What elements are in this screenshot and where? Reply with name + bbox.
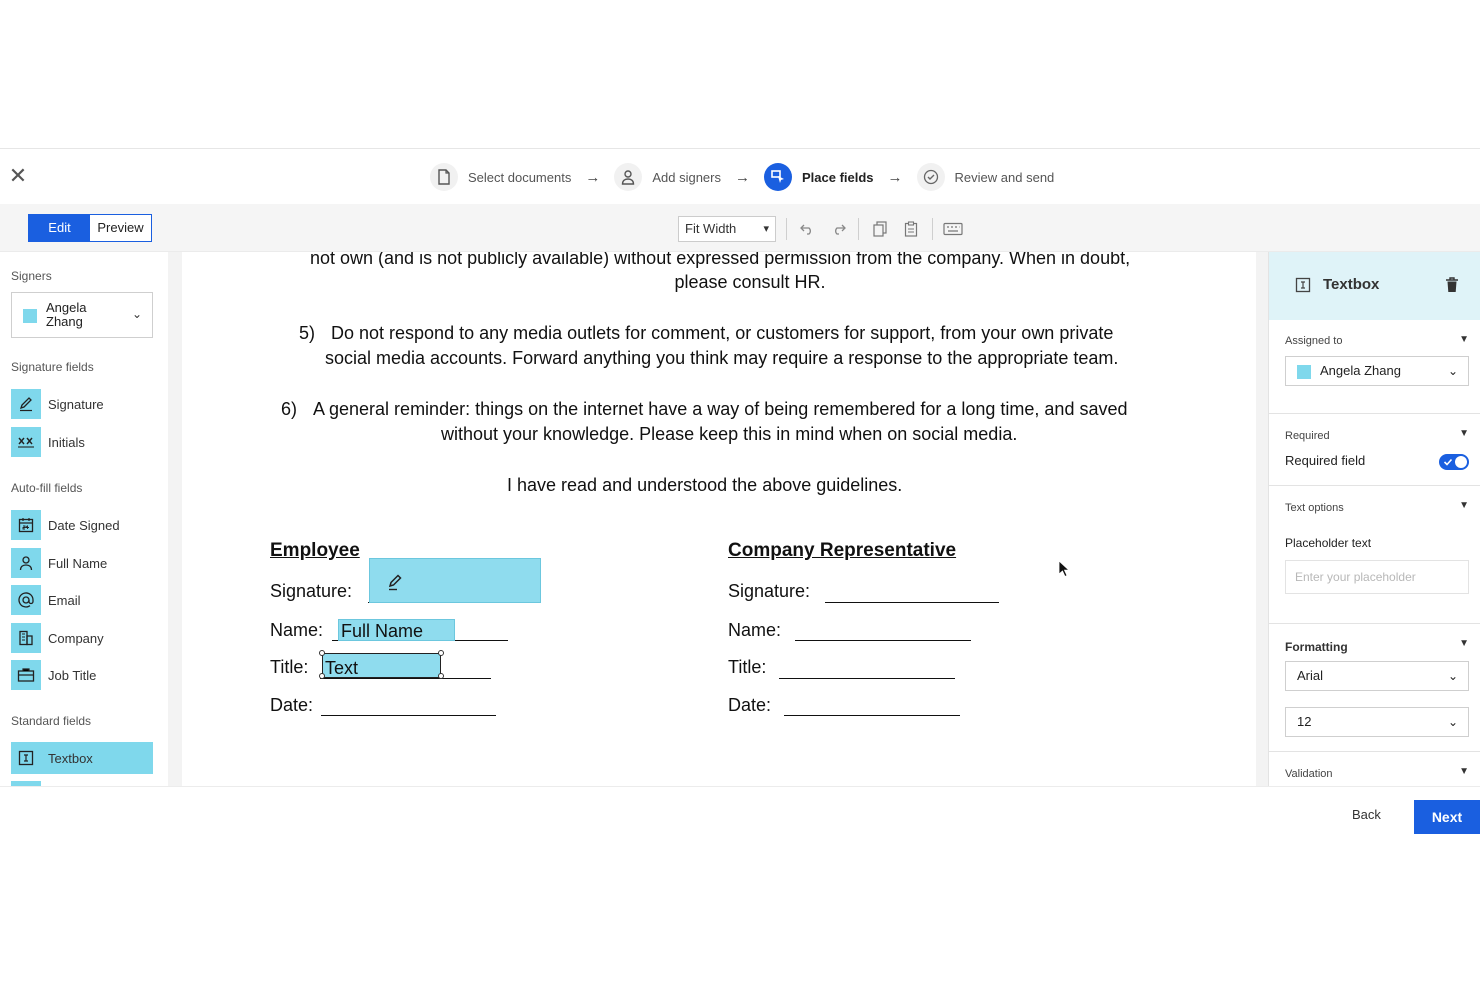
doc-item-number: 5) (299, 323, 316, 343)
doc-line: A general reminder: things on the internet have a way of being remembered for a long time, and saved (313, 399, 1128, 419)
field-label: Textbox (48, 750, 93, 766)
next-button[interactable]: Next (1414, 800, 1480, 834)
caret-down-icon[interactable]: ▼ (1459, 334, 1469, 345)
doc-line: social media accounts. Forward anything you think may require a response to the appropriate team. (325, 348, 1119, 368)
document-scrollbar[interactable] (1256, 252, 1268, 786)
arrow-right-icon: → (585, 168, 601, 186)
signature-line (825, 602, 999, 603)
signers-heading: Signers (11, 269, 52, 283)
employee-signature-label: Signature: (270, 581, 353, 601)
redo-icon[interactable] (828, 218, 850, 240)
paste-icon[interactable] (900, 218, 922, 240)
chevron-down-icon: ⌄ (1447, 364, 1458, 378)
pen-icon (11, 389, 41, 419)
initials-icon (11, 427, 41, 457)
fields-panel (0, 252, 168, 786)
back-button[interactable]: Back (1352, 807, 1381, 822)
step-review-and-send[interactable] (917, 163, 1055, 191)
selected-text-field[interactable] (322, 653, 441, 678)
left-panel-scrollbar[interactable] (168, 252, 182, 786)
arrow-right-icon: → (887, 168, 903, 186)
field-signature[interactable] (11, 388, 153, 420)
resize-handle[interactable] (319, 673, 325, 679)
font-size-value: 12 (1297, 714, 1312, 729)
employee-title-label: Title: (270, 657, 309, 677)
close-icon[interactable]: ✕ (8, 163, 28, 188)
date-line (321, 715, 496, 716)
signer-color-swatch (1297, 365, 1311, 379)
required-toggle[interactable] (1439, 454, 1469, 470)
doc-line: not own (and is not publicly available) without expressed permission from the company. When in doubt, (310, 252, 1131, 268)
at-sign-icon (11, 585, 41, 615)
required-field-label: Required field (1285, 453, 1366, 468)
trash-icon[interactable] (1445, 277, 1459, 293)
person-icon (614, 163, 642, 191)
company-title-label: Title: (728, 657, 767, 677)
toolbar-divider (932, 218, 933, 240)
resize-handle[interactable] (438, 673, 444, 679)
stepper-bar (0, 148, 1480, 204)
preview-button[interactable]: Preview (90, 215, 151, 241)
font-size-select[interactable] (1285, 707, 1469, 737)
doc-line: please consult HR. (674, 272, 826, 292)
person-icon (11, 548, 41, 578)
validation-label: Validation (1285, 768, 1333, 780)
employee-heading: Employee (270, 540, 360, 561)
field-label: Company (48, 630, 104, 646)
placeholder-label: Placeholder text (1285, 536, 1372, 550)
caret-down-icon[interactable]: ▼ (1459, 638, 1469, 649)
placed-signature-field[interactable] (369, 558, 541, 603)
copy-icon[interactable] (869, 218, 891, 240)
company-signature-label: Signature: (728, 581, 811, 601)
document-icon (430, 163, 458, 191)
textbox-icon (1295, 277, 1311, 293)
footer (0, 786, 1480, 846)
calendar-icon (11, 510, 41, 540)
field-label: Job Title (48, 667, 97, 683)
check-icon (1443, 457, 1453, 467)
chevron-down-icon: ▾ (763, 223, 769, 235)
full-name-field-text: Full Name (341, 621, 424, 641)
placed-full-name-field[interactable] (338, 619, 455, 641)
assigned-section (1269, 320, 1480, 414)
undo-icon[interactable] (796, 218, 818, 240)
doc-item-number: 6) (281, 399, 298, 419)
formatting-label: Formatting (1285, 640, 1348, 654)
toggle-knob (1455, 456, 1467, 468)
resize-handle[interactable] (319, 650, 325, 656)
doc-acknowledgement: I have read and understood the above guidelines. (507, 475, 903, 495)
resize-handle[interactable] (438, 650, 444, 656)
stepper (430, 161, 1054, 193)
field-label: Initials (48, 434, 85, 450)
step-label: Review and send (954, 169, 1055, 185)
properties-title: Textbox (1323, 276, 1380, 293)
placeholder-input[interactable] (1285, 560, 1469, 594)
zoom-value: Fit Width (685, 221, 737, 236)
step-label: Place fields (802, 169, 874, 185)
field-textbox[interactable] (11, 742, 153, 774)
toolbar-divider (786, 218, 787, 240)
building-icon (11, 623, 41, 653)
chevron-down-icon: ⌄ (1447, 669, 1458, 683)
signature-fields-heading: Signature fields (11, 360, 94, 374)
field-email[interactable] (11, 584, 153, 616)
step-label: Add signers (652, 169, 721, 185)
text-options-label: Text options (1285, 502, 1344, 514)
pen-icon (386, 573, 404, 591)
document-canvas (182, 252, 1256, 786)
field-full-name[interactable] (11, 547, 153, 579)
toolbar (0, 204, 1480, 252)
name-line (795, 640, 971, 641)
date-line (784, 715, 960, 716)
keyboard-icon[interactable] (942, 218, 964, 240)
company-date-label: Date: (728, 695, 772, 715)
step-place-fields[interactable] (764, 163, 874, 191)
doc-line: without your knowledge. Please keep this in mind when on social media. (441, 424, 1018, 444)
field-company[interactable] (11, 622, 153, 654)
field-label: Email (48, 592, 81, 608)
place-fields-icon (764, 163, 792, 191)
employee-date-label: Date: (270, 695, 314, 715)
font-select[interactable] (1285, 661, 1469, 691)
field-label: Date Signed (48, 517, 120, 533)
caret-down-icon[interactable]: ▼ (1459, 428, 1469, 439)
doc-line: Do not respond to any media outlets for comment, or customers for support, from your own private (331, 323, 1114, 343)
edit-button[interactable]: Edit (29, 215, 90, 241)
validation-section (1269, 752, 1480, 786)
title-line (779, 678, 955, 679)
chevron-down-icon: ⌄ (1447, 715, 1458, 729)
assigned-select[interactable] (1285, 356, 1469, 386)
field-label: Signature (48, 396, 104, 412)
step-add-signers[interactable] (614, 163, 721, 191)
autofill-fields-heading: Auto-fill fields (11, 481, 83, 495)
check-circle-icon (917, 163, 945, 191)
field-label: Full Name (48, 555, 108, 571)
assigned-value: Angela Zhang (1320, 363, 1401, 378)
signer-color-swatch (23, 309, 37, 323)
text-options-section (1269, 486, 1480, 624)
textbox-icon (11, 743, 41, 773)
properties-header (1269, 252, 1480, 320)
mouse-cursor-icon (1058, 560, 1070, 578)
standard-fields-heading: Standard fields (11, 714, 92, 728)
signer-select[interactable] (11, 292, 153, 338)
caret-down-icon[interactable]: ▼ (1459, 500, 1469, 511)
required-section (1269, 414, 1480, 486)
signer-name: Angela Zhang (46, 300, 87, 329)
briefcase-icon (11, 660, 41, 690)
formatting-section (1269, 624, 1480, 752)
properties-panel (1268, 252, 1480, 786)
company-name-label: Name: (728, 620, 782, 640)
field-date-signed[interactable] (11, 509, 153, 541)
step-select-documents[interactable] (430, 163, 571, 191)
text-field-text: Text (325, 658, 359, 678)
field-initials[interactable] (11, 426, 153, 458)
caret-down-icon[interactable]: ▼ (1459, 766, 1469, 777)
arrow-right-icon: → (735, 168, 750, 186)
mode-toggle (28, 214, 152, 242)
zoom-select[interactable] (678, 216, 776, 242)
step-label: Select documents (468, 169, 572, 185)
toolbar-divider (858, 218, 859, 240)
font-value: Arial (1297, 668, 1324, 683)
employee-name-label: Name: (270, 620, 324, 640)
required-label: Required (1285, 430, 1330, 442)
chevron-down-icon: ⌄ (131, 307, 142, 321)
company-heading: Company Representative (728, 540, 957, 561)
field-job-title[interactable] (11, 659, 153, 691)
assigned-label: Assigned to (1285, 335, 1343, 347)
